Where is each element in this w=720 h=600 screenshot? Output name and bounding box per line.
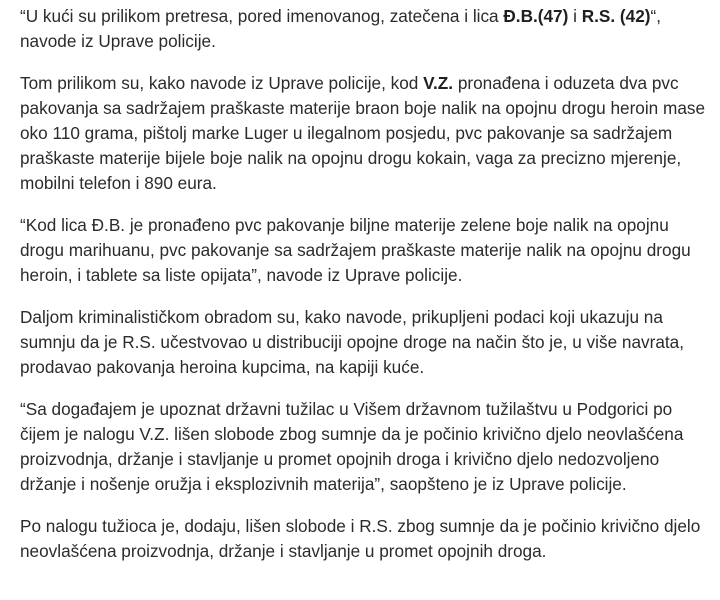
paragraph-2 (20, 71, 712, 196)
paragraph-2-text-a: Tom prilikom su, kako navode iz Uprave policije, kod (20, 73, 424, 93)
paragraph-4: Daljom kriminalističkom obradom su, kako navode, prikupljeni podaci koji ukazuju na sumnju da je R.S. učestvovao u distribuciji opojne droge na način što je, u više navrata, prodavao pakovanja heroina kupcima, na kapiji kuće. (20, 307, 685, 377)
paragraph-2-text-c: pronađena i oduzeta dva pvc pakovanja sa sadržajem praškaste materije braon boje nalik na opojnu drogu heroin mase oko 110 grama, pištolj marke Luger u ilegalnom posjedu, pvc pakovanje sa sadržajem praškaste materije bijele boje nalik na opojnu drogu kokain, vaga za precizno mjerenje, mobilni telefon i 890 eura. (20, 73, 706, 193)
paragraph-5: “Sa događajem je upoznat državni tužilac u Višem državnom tužilaštvu u Podgorici po čijem je nalogu V.Z. lišen slobode zbog sumnje da je počinio krivično djelo neovlašćena proizvodnja, držanje i stavljanje u promet opojnih droga i krivično djelo nedozvoljeno držanje i nošenje oružja i eksplozivnih materija”, saopšteno je iz Uprave policije. (20, 399, 684, 494)
paragraph-1-text-a: “U kući su prilikom pretresa, pored imenovanog, zatečena i lica (20, 6, 504, 26)
paragraph-3: “Kod lica Đ.B. je pronađeno pvc pakovanje biljne materije zelene boje nalik na opojnu drogu marihuanu, pvc pakovanje sa sadržajem praškaste materije nalik na opojnu drogu heroin, i tablete sa liste opijata”, navode iz Uprave policije. (20, 215, 691, 285)
paragraph-1 (20, 4, 712, 54)
suspect-initials-db: Đ.B.(47) (503, 6, 569, 26)
paragraph-1-text-d: “, navode iz Uprave policije. (20, 6, 661, 51)
paragraph-6: Po nalogu tužioca je, dodaju, lišen slobode i R.S. zbog sumnje da je počinio krivično djelo neovlašćena proizvodnja, držanje i stavljanje u promet opojnih droga. (20, 516, 701, 561)
paragraph-1-text-c: i (568, 6, 582, 26)
suspect-initials-rs: R.S. (42) (581, 6, 651, 26)
suspect-initials-vz: V.Z. (423, 73, 454, 93)
